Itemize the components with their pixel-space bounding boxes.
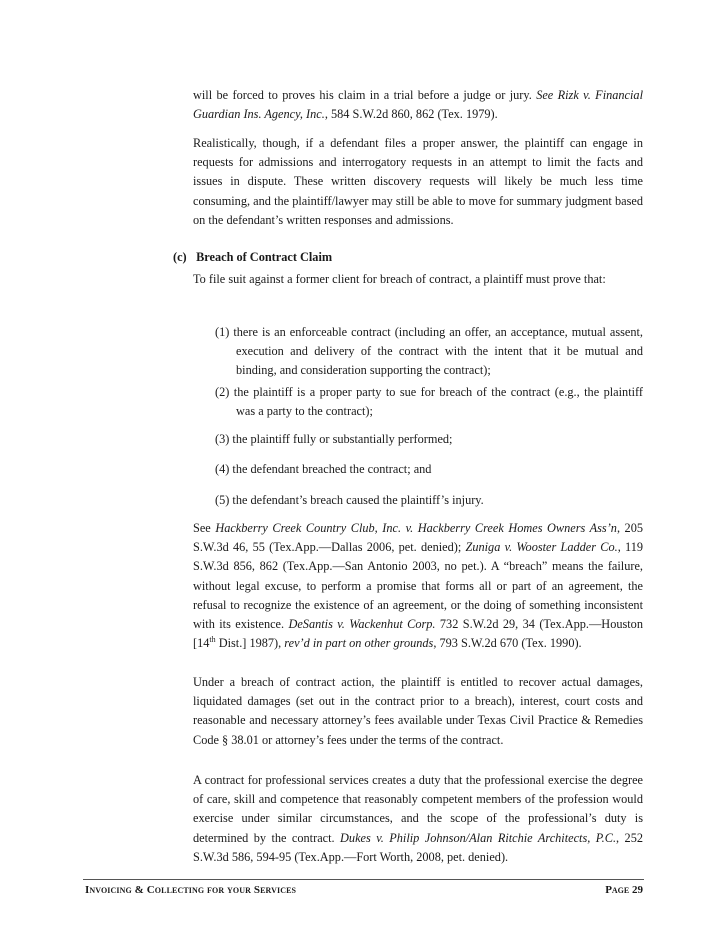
paragraph-professional-contract <box>193 771 643 867</box>
text-run: 732 S.W.2d 29, 34 (Tex.App.—Houston [14 <box>193 617 643 651</box>
text-run: A contract for professional services creates a duty that the professional exercise the degree of care, skill and competence that reasonably competent members of the profession would exercise under similar circumstances, and the scope of the professional’s duty is determined by the contract. <box>193 773 643 845</box>
list-text: the plaintiff is a proper party to sue for breach of the contract (e.g., the plaintiff was a party to the contract); <box>233 385 643 419</box>
list-number: (5) <box>215 493 230 507</box>
page-number: Page 29 <box>605 884 643 896</box>
list-item <box>215 383 643 421</box>
paragraph-to-file: To file suit against a former client for breach of contract, a plaintiff must prove that: <box>193 272 606 286</box>
section-heading <box>173 248 643 267</box>
list-item <box>215 460 643 479</box>
list-item <box>215 430 643 449</box>
section-title: Breach of Contract Claim <box>196 250 333 264</box>
text-run: , 793 S.W.2d 670 (Tex. 1990). <box>433 636 582 651</box>
text-run: Dist.] 1987), <box>215 636 285 651</box>
list-number: (2) <box>215 385 230 399</box>
text-run: , 584 S.W.2d 860, 862 (Tex. 1979). <box>324 107 498 122</box>
section-label: (c) <box>173 250 187 264</box>
case-citation: See Rizk v. Financial Guardian Ins. Agency, Inc. <box>193 88 643 122</box>
paragraph-realistically: Realistically, though, if a defendant files a proper answer, the plaintiff can engage in requests for admissions and interrogatory requests in an attempt to limit the facts and issues in dispute. These written discovery requests will likely be much less time consuming, and the plaintiff/lawyer may still be able to move for summary judgment based on the defendant’s written responses and admissions. <box>193 136 643 227</box>
list-item <box>215 323 643 381</box>
text-run: , 119 S.W.3d 856, 862 (Tex.App.—San Antonio 2003, no pet.). A “breach” means the failure, without legal excuse, to perform a promise that forms all or part of an agreement, the refusal to recognize the existence of an agreement, or the doing of something inconsistent with its existence. <box>193 540 643 632</box>
text-run: , 252 S.W.3d 586, 594-95 (Tex.App.—Fort Worth, 2008, pet. denied). <box>193 830 643 864</box>
footer-title: Invoicing & Collecting for your Services <box>85 884 297 896</box>
list-number: (1) <box>215 325 230 339</box>
footer-divider <box>83 879 644 880</box>
list-text: the plaintiff fully or substantially performed; <box>232 432 453 446</box>
paragraph-intro <box>193 86 643 124</box>
case-citation: DeSantis v. Wackenhut Corp. <box>288 617 436 632</box>
text-run: , 205 S.W.3d 46, 55 (Tex.App.—Dallas 2006, pet. denied); <box>193 521 644 555</box>
list-number: (3) <box>215 432 230 446</box>
list-text: there is an enforceable contract (including an offer, an acceptance, mutual assent, execution and delivery of the contract with the intent that it be mutual and binding, and consideration supporting the contract); <box>233 325 644 378</box>
paragraph-see-cases <box>193 519 643 653</box>
list-text: the defendant’s breach caused the plaintiff’s injury. <box>232 493 484 507</box>
case-citation: rev’d in part on other grounds <box>284 636 434 651</box>
superscript: th <box>209 635 216 645</box>
list-number: (4) <box>215 462 230 476</box>
text-run: will be forced to proves his claim in a trial before a judge or jury. <box>193 88 537 102</box>
text-run: See <box>193 521 216 535</box>
case-citation: Dukes v. Philip Johnson/Alan Ritchie Architects, P.C. <box>340 830 617 845</box>
list-text: the defendant breached the contract; and <box>232 462 432 476</box>
list-item <box>215 491 643 510</box>
case-citation: Hackberry Creek Country Club, Inc. v. Hackberry Creek Homes Owners Ass’n <box>215 521 617 535</box>
case-citation: Zuniga v. Wooster Ladder Co. <box>465 540 618 555</box>
paragraph-under-breach: Under a breach of contract action, the plaintiff is entitled to recover actual damages, liquidated damages (set out in the contract prior to a breach), interest, court costs and reasonable and necessary attorney’s fees available under Texas Civil Practice & Remedies Code § 38.01 or attorney’s fees under the terms of the contract. <box>193 675 643 747</box>
